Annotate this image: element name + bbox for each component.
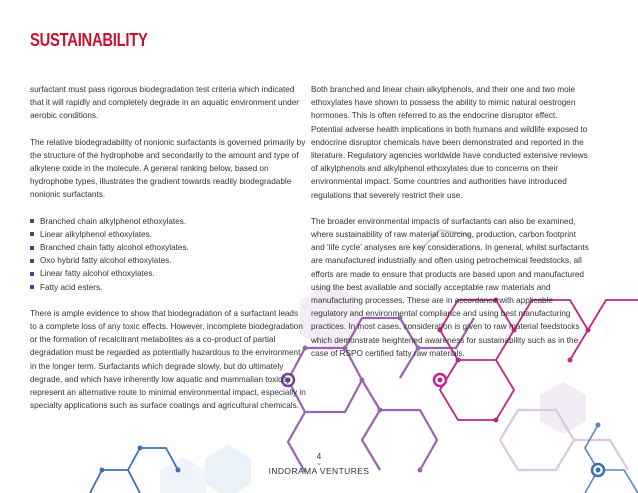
list-item-text: Branched chain alkylphenol ethoxylates. bbox=[40, 216, 187, 226]
list-item bbox=[30, 254, 306, 267]
left-paragraph-2: The relative biodegradability of nonionic surfactants is governed primarily by the structure of the hydrophobe and secondarily to the amount and type of alkylene oxide in the molecule. A general ranking below, based on hydrophobe types, illustrates the gradient towards readily biodegradable nonionic surfactants. bbox=[30, 137, 306, 200]
square-bullet-icon bbox=[30, 259, 34, 263]
list-item-text: Fatty acid esters. bbox=[40, 282, 103, 292]
list-item-text: Oxo hybrid fatty alcohol ethoxylates. bbox=[40, 256, 172, 266]
square-bullet-icon bbox=[30, 219, 34, 223]
list-item bbox=[30, 267, 306, 280]
right-column bbox=[311, 83, 589, 373]
left-column bbox=[30, 83, 306, 425]
square-bullet-icon bbox=[30, 285, 34, 289]
square-bullet-icon bbox=[30, 272, 34, 276]
list-item-text: Branched chain fatty alcohol ethoxylates. bbox=[40, 243, 189, 253]
left-paragraph-1: surfactant must pass rigorous biodegradation test criteria which indicated that it will rapidly and completely degrade in an aquatic environment under aerobic conditions. bbox=[30, 85, 299, 121]
list-item-text: Linear alkylphenol ethoxylates. bbox=[40, 229, 152, 239]
page-number-sublabel: w bbox=[317, 461, 321, 466]
page-title: SUSTAINABILITY bbox=[30, 30, 148, 50]
hydrophobe-ranking-list bbox=[30, 215, 306, 294]
list-item bbox=[30, 215, 306, 228]
square-bullet-icon bbox=[30, 232, 34, 236]
list-item bbox=[30, 241, 306, 254]
page-number: 4 bbox=[316, 452, 322, 461]
list-item bbox=[30, 228, 306, 241]
right-paragraph-2: The broader environmental impacts of surfactants can also be examined, where sustainability of raw material sourcing, production, carbon footprint and ‘life cycle’ analyses are key considerations. In general, whilst surfactants are manufactured industrially and often using petrochemical feedstocks, all efforts are made to ensure that products are based upon and manufactured using the best available and socially acceptable raw materials and manufacturing processes. These are in accordance with applicable regulatory and environmental compliance and using best manufacturing practices. In most cases, consideration is given to raw material feedstocks which demonstrate heightened awareness for sustainability such as in the case of RSPO certified fatty raw materials. bbox=[311, 216, 589, 358]
square-bullet-icon bbox=[30, 246, 34, 250]
left-paragraph-3: There is ample evidence to show that biodegradation of a surfactant leads to a complete loss of any toxic effects. However, incomplete biodegradation or the formation of recalcitrant metabolites as a co-product of partial degradation must be regarded as potentially hazardous to the environment in the longer term. Surfactants which degrade slowly, but do ultimately degrade, and which have inherently low aquatic and mammalian toxicity represent an alternative route to minimal environmental impact, especially in specialty applications such as surface coatings and agricultural chemicals. bbox=[30, 308, 306, 411]
list-item-text: Linear fatty alcohol ethoxylates. bbox=[40, 269, 155, 279]
brand-footer: INDORAMA VENTURES bbox=[268, 466, 370, 476]
list-item bbox=[30, 281, 306, 294]
right-paragraph-1: Both branched and linear chain alkylphenols, and their one and two mole ethoxylates have shown to possess the ability to mimic natural oestrogen hormones. This is often referred to as the endocrine disruptor effect. Potential adverse health implications in both humans and wildlife exposed to endocrine disruptor chemicals have been demonstrated and reported in the literature. Regulatory agencies worldwide have conducted extensive reviews of alkylphenols and alkylphenol ethoxylates due to concerns on their environmental impact. Some countries and authorities have introduced regulations that severely restrict their use. bbox=[311, 85, 588, 200]
